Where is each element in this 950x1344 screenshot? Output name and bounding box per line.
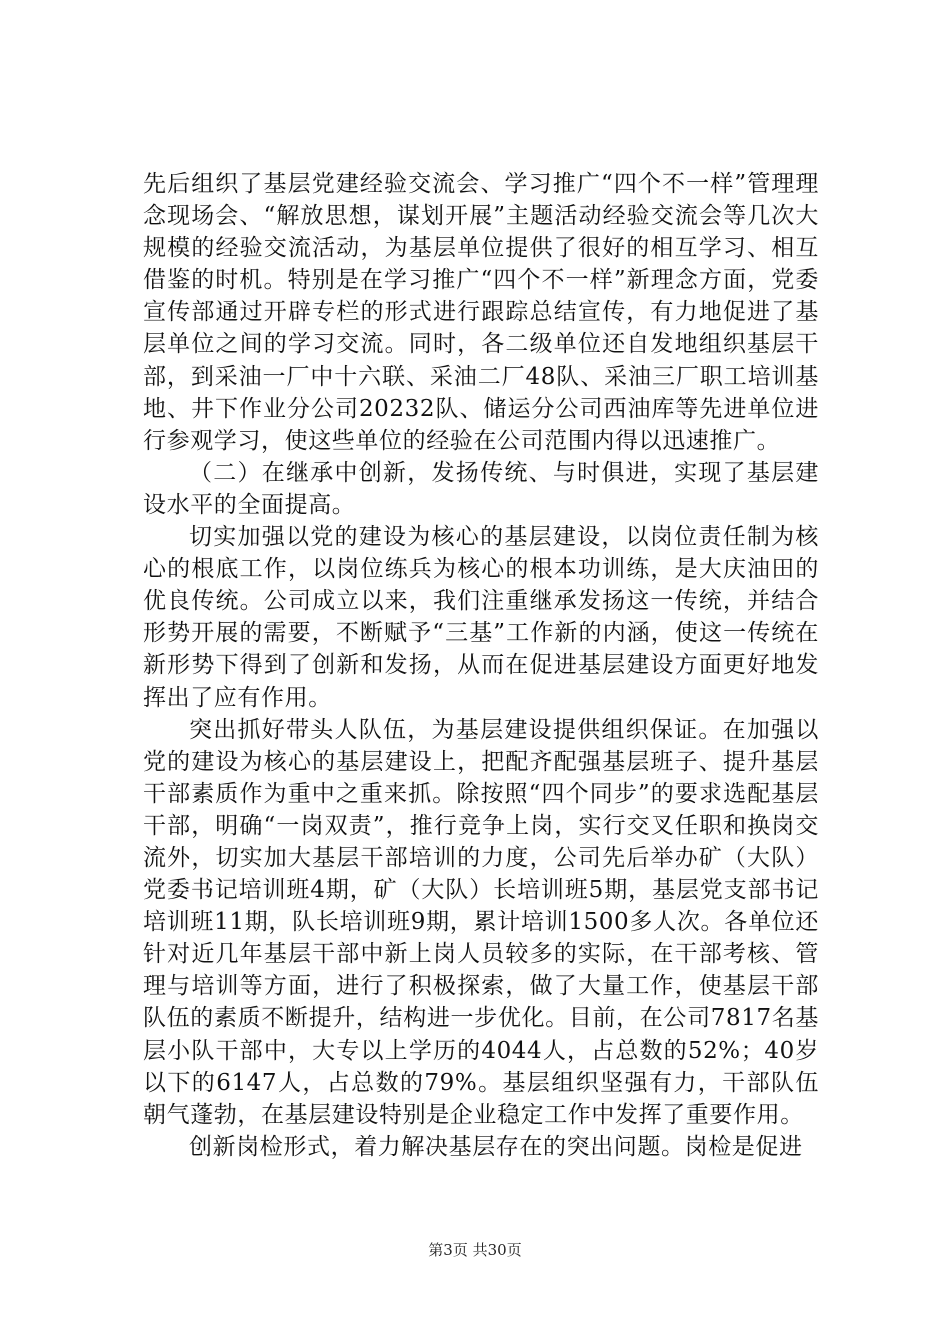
paragraph-5: 创新岗检形式，着力解决基层存在的突出问题。岗检是促进 (189, 1133, 803, 1160)
document-body (143, 168, 819, 1163)
page-number-footer: 第3页 共30页 (428, 1241, 522, 1259)
paragraph-4: 突出抓好带头人队伍，为基层建设提供组织保证。在加强以党的建设为核心的基层建设上，把配齐配强基层班子、提升基层干部素质作为重中之重来抓。除按照“四个同步”的要求选配基层干部，明确“一岗双责”，推行竞争上岗，实行交叉任职和换岗交流外，切实加大基层干部培训的力度，公司先后举办矿（大队）党委书记培训班4期，矿（大队）长培训班5期，基层党支部书记培训班11期，队长培训班9期，累计培训1500多人次。各单位还针对近几年基层干部中新上岗人员较多的实际，在干部考核、管理与培训等方面，进行了积极探索，做了大量工作，使基层干部队伍的素质不断提升，结构进一步优化。目前，在公司7817名基层小队干部中，大专以上学历的4044人，占总数的52%；40岁以下的6147人，占总数的79%。基层组织坚强有力，干部队伍朝气蓬勃，在基层建设特别是企业稳定工作中发挥了重要作用。 (143, 716, 819, 1128)
paragraph-2-heading: （二）在继承中创新，发扬传统、与时俱进，实现了基层建设水平的全面提高。 (143, 459, 819, 518)
paragraph-3: 切实加强以党的建设为核心的基层建设，以岗位责任制为核心的根底工作，以岗位练兵为核心的根本功训练，是大庆油田的优良传统。公司成立以来，我们注重继承发扬这一传统，并结合形势开展的需要，不断赋予“三基”工作新的内涵，使这一传统在新形势下得到了创新和发扬，从而在促进基层建设方面更好地发挥出了应有作用。 (143, 524, 819, 711)
paragraph-1: 先后组织了基层党建经验交流会、学习推广“四个不一样”管理理念现场会、“解放思想，谋划开展”主题活动经验交流会等几次大规模的经验交流活动，为基层单位提供了很好的相互学习、相互借鉴的时机。特别是在学习推广“四个不一样”新理念方面，党委宣传部通过开辟专栏的形式进行跟踪总结宣传，有力地促进了基层单位之间的学习交流。同时，各二级单位还自发地组织基层干部，到采油一厂中十六联、采油二厂48队、采油三厂职工培训基地、井下作业分公司20232队、储运分公司西油库等先进单位进行参观学习，使这些单位的经验在公司范围内得以迅速推广。 (143, 171, 819, 454)
